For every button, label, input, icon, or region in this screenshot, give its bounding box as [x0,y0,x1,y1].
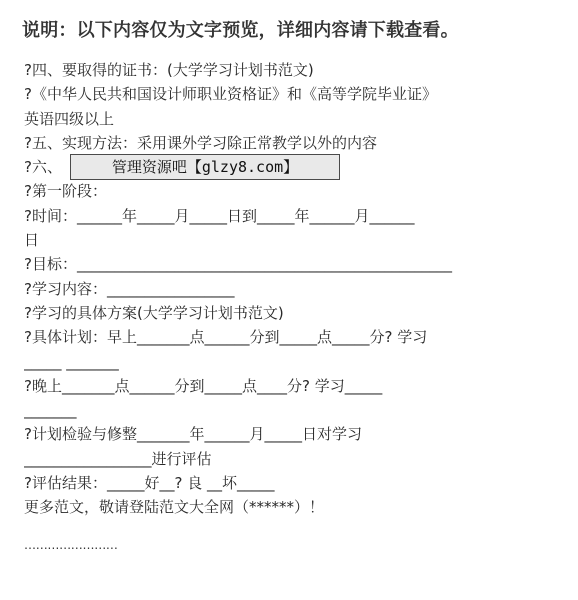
text-line: ?五、实现方法：采用课外学习除正常教学以外的内容 [24,133,377,152]
text-line: ?四、要取得的证书：(大学学习计划书范文) [24,61,314,79]
text-line: ?时间：______年_____月_____日到_____年______月______ [24,206,415,225]
text-line: 日 [24,231,40,250]
text-line: ?《中华人民共和国设计师职业资格证》和《高等学院毕业证》 [24,85,437,104]
text-line: _____ _______ [24,352,119,371]
text-line: _________________进行评估 [24,449,212,468]
text-line: ?目标：__________________________________________________ [24,255,452,274]
text-line: ?学习的具体方案(大学学习计划书范文) [24,303,284,322]
text-line: ?评估结果：_____好__? 良 __坏_____ [24,474,275,493]
text-line: _______ [24,401,77,420]
text-line: ?六、 [24,158,62,177]
footer-dots: …………………… [24,538,118,552]
text-line: ?学习内容：_________________ [24,279,235,298]
text-line: ?具体计划：早上_______点______分到_____点_____分? 学习 [24,328,428,347]
text-line: ?计划检验与修整_______年______月_____日对学习 [24,425,362,444]
text-line: ?第一阶段： [24,182,107,201]
document-body [24,58,564,520]
text-line: 英语四级以上 [24,109,115,128]
preview-notice: 说明：以下内容仅为文字预览，详细内容请下载查看。 [22,20,459,41]
text-line: 更多范文，敬请登陆范文大全网（******）！ [24,498,325,517]
watermark-banner: 管理资源吧【glzy8.com】 [70,154,340,180]
text-line: ?晚上_______点______分到_____点____分? 学习_____ [24,376,383,395]
